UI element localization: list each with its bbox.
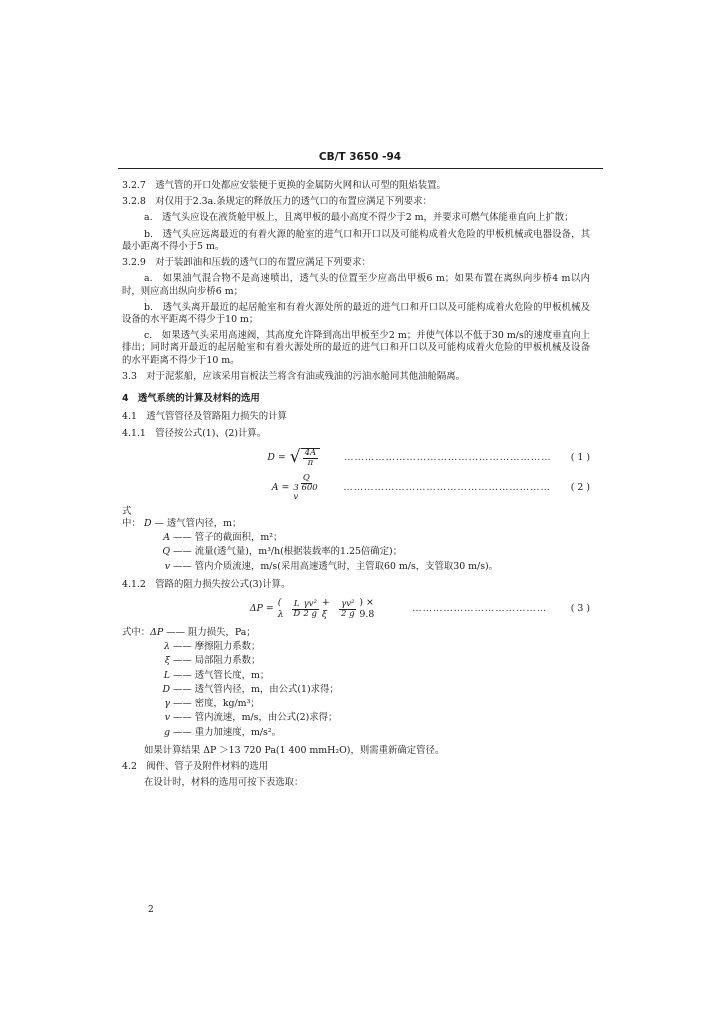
clause-4-2: 4.2 阀件、管子及附件材料的选用 <box>122 761 269 772</box>
variable-row: L —— 透气管长度，m； <box>163 669 270 681</box>
leader-dots: …………………………………………………… <box>344 451 552 463</box>
formula-1-lhs: D = <box>267 451 286 463</box>
clause-4-1-2: 4.1.2 管路的阻力损失按公式(3)计算。 <box>122 578 291 590</box>
formula-2-tag: ( 2 ) <box>570 481 590 493</box>
leader-dots: ………………………………… <box>412 602 548 614</box>
variable-row: 式中：ΔP —— 阻力损失，Pa； <box>122 627 256 639</box>
variable-row: D —— 透气管内径，m，由公式(1)求得； <box>162 683 339 695</box>
radical-sign-icon: √ <box>289 447 301 468</box>
variables-list-1 <box>122 506 590 573</box>
variable-row: ξ —— 局部阻力系数； <box>164 655 261 667</box>
variable-row: A —— 管子的截面积，m²； <box>163 532 283 544</box>
page-number: 2 <box>148 905 154 915</box>
formula-3-tag: ( 3 ) <box>570 602 590 614</box>
formula-3: ΔP = ( λ $\frac{L}{D}$ $\frac{\text{γv²}}{2 g}$ + ξ $\frac{\text{γv²}}{2 g}$ ) × 9.8 ………………………………… ( 3 ) <box>122 597 590 621</box>
standard-code-header: CB/T 3650 -94 <box>318 151 402 163</box>
variable-row: λ —— 摩擦阻力系数； <box>164 641 261 653</box>
variable-row: g —— 重力加速度，m/s²。 <box>163 726 281 738</box>
formula-1-denominator: π <box>307 457 314 468</box>
clause-4-1-1: 4.1.1 管径按公式(1)、(2)计算。 <box>122 427 267 439</box>
formula-1-tag: ( 1 ) <box>570 451 590 463</box>
variable-row: γ —— 密度，kg/m³； <box>164 698 260 710</box>
header-rule <box>118 168 603 169</box>
clause-4-1: 4.1 透气管管径及管路阻力损失的计算 <box>122 411 287 423</box>
formula-3-lhs: ΔP = <box>249 602 274 614</box>
result-check-note: 如果计算结果 ΔP ＞13 720 Pa(1 400 mmH₂O)，则需重新确定管径。 <box>144 744 445 756</box>
clause-4-2-text: 在设计时，材料的选用可按下表选取： <box>144 777 304 789</box>
clause-3-2-8-a: a. 透气头应设在液货舱甲板上，且离甲板的最小高度不得少于2 m，并要求可燃气体能垂直向上扩散； <box>144 212 574 224</box>
clause-3-2-9-a: a. 如果油气混合物不是高速喷出，透气头的位置至少应高出甲板6 m；如果布置在离纵向步桥4 m以内时，则应高出纵向步桥6 m； <box>122 273 590 297</box>
formula-2-lhs: A = <box>271 481 290 493</box>
clause-3-2-9-b: b. 透气头离开最近的起居舱室和有着火源处所的最近的进气口和开口以及可能构成着火危险的甲板机械及设备的水平距离不得少于10 m； <box>122 301 590 325</box>
main-content <box>122 180 590 793</box>
leader-dots: …………………………………………………… <box>343 481 551 493</box>
clause-3-2-7: 3.2.7 透气管的开口处都应安装便于更换的金属防火网和认可型的阻焰装置。 <box>122 180 446 191</box>
section-4-heading: 4 透气系统的计算及材料的选用 <box>122 393 260 405</box>
variable-row: Q —— 流量(透气量)，m³/h(根据装载率的1.25倍确定)； <box>162 546 403 558</box>
variable-row: v —— 管内流速，m/s，由公式(2)求得； <box>164 712 338 724</box>
clause-3-3: 3.3 对于泥浆船，应该采用盲板法兰将含有油或残油的污油水舱同其他油舱隔离。 <box>122 370 466 382</box>
formula-1-numerator: 4A <box>304 447 317 458</box>
square-root <box>290 448 320 468</box>
variable-row: v —— 管内介质流速，m/s(采用高速透气时，主管取60 m/s，支管取30 m/s)。 <box>164 560 499 572</box>
variable-row: 式中： D — 透气管内径，m； <box>122 505 242 529</box>
formula-2-numerator: Q <box>302 472 310 483</box>
clause-3-2-8-b: b. 透气头应远离最近的有着火源的舱室的进气口和开口以及可能构成着火危险的甲板机械或电器设备，其最小距离不得小于5 m。 <box>122 228 590 252</box>
formula-2 <box>122 472 590 502</box>
clause-3-2-8: 3.2.8 对仅用于2.3a.条规定的释放压力的透气口的布置应满足下列要求： <box>122 196 432 208</box>
clause-3-2-9-c: c. 如果透气头采用高速阀，其高度允许降到高出甲板至少2 m；并使气体以不低于30 m/s的速度垂直向上排出；同时离开最近的起居舱室和有着火源处所的最近的进气口和开口以及可能构成着火危险的甲板机械及设备的水平距离不得少于10 m。 <box>122 330 590 366</box>
formula-2-denominator: 3 600 v <box>293 482 318 502</box>
clause-3-2-9: 3.2.9 对于装卸油和压载的透气口的布置应满足下列要求： <box>122 257 371 269</box>
variables-list-2 <box>122 627 590 739</box>
formula-1 <box>122 446 590 470</box>
